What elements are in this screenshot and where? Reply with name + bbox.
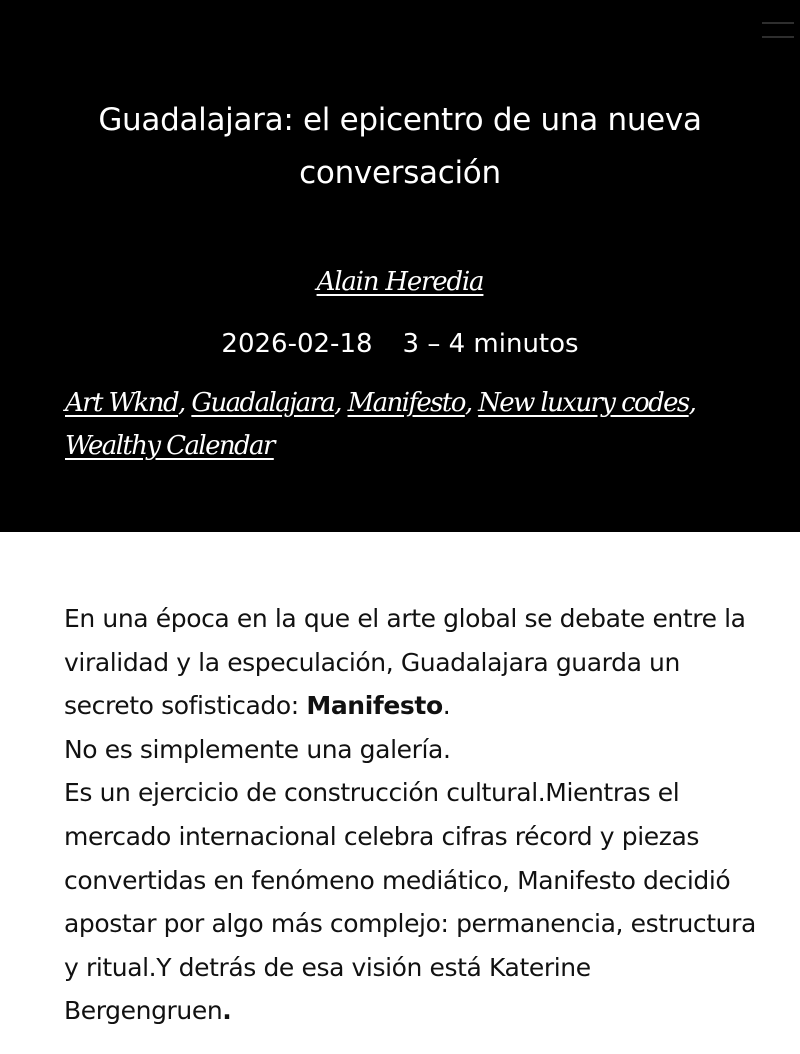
bold-manifesto: Manifesto: [306, 691, 443, 721]
tag-separator: ,: [334, 388, 341, 418]
tag-link-art-wknd[interactable]: Art Wknd: [65, 388, 178, 418]
tag-separator: ,: [178, 388, 185, 418]
tag-separator: ,: [688, 388, 696, 418]
paragraph-intro: En una época en la que el arte global se debate entre la viralidad y la especulación, Guadalajara guarda un secreto sofisticado: Manifesto.: [64, 604, 746, 721]
author-link[interactable]: Alain Heredia: [316, 267, 484, 297]
author-byline: [0, 262, 800, 302]
article-meta: [0, 326, 800, 362]
article-body: [64, 597, 764, 1033]
paragraph-not-gallery: No es simplemente una galería.: [64, 734, 451, 764]
menu-button[interactable]: [762, 20, 794, 44]
tag-separator: ,: [464, 388, 472, 418]
hamburger-menu-icon-bottom-bar: [762, 36, 794, 38]
tag-link-wealthy-calendar[interactable]: Wealthy Calendar: [65, 431, 274, 461]
hamburger-menu-icon-top-bar: [762, 22, 794, 24]
article-title: Guadalajara: el epicentro de una nueva conversación: [98, 102, 702, 191]
paragraph-cultural-construction: Es un ejercicio de construcción cultural.Mientras el mercado internacional celebra cifras récord y piezas convertidas en fenómeno mediático, Manifesto decidió apostar por algo más complejo: permanencia, estructura y ritual.Y detrás de esa visión está Katerine Bergengruen.: [64, 778, 756, 1026]
tag-link-new-luxury-codes[interactable]: New luxury codes: [478, 388, 689, 418]
tag-list: [65, 382, 745, 468]
reading-time: 3 – 4 minutos: [402, 329, 579, 359]
publish-date: 2026-02-18: [221, 329, 373, 359]
tag-link-guadalajara[interactable]: Guadalajara: [191, 388, 335, 418]
tag-link-manifesto[interactable]: Manifesto: [347, 388, 465, 418]
